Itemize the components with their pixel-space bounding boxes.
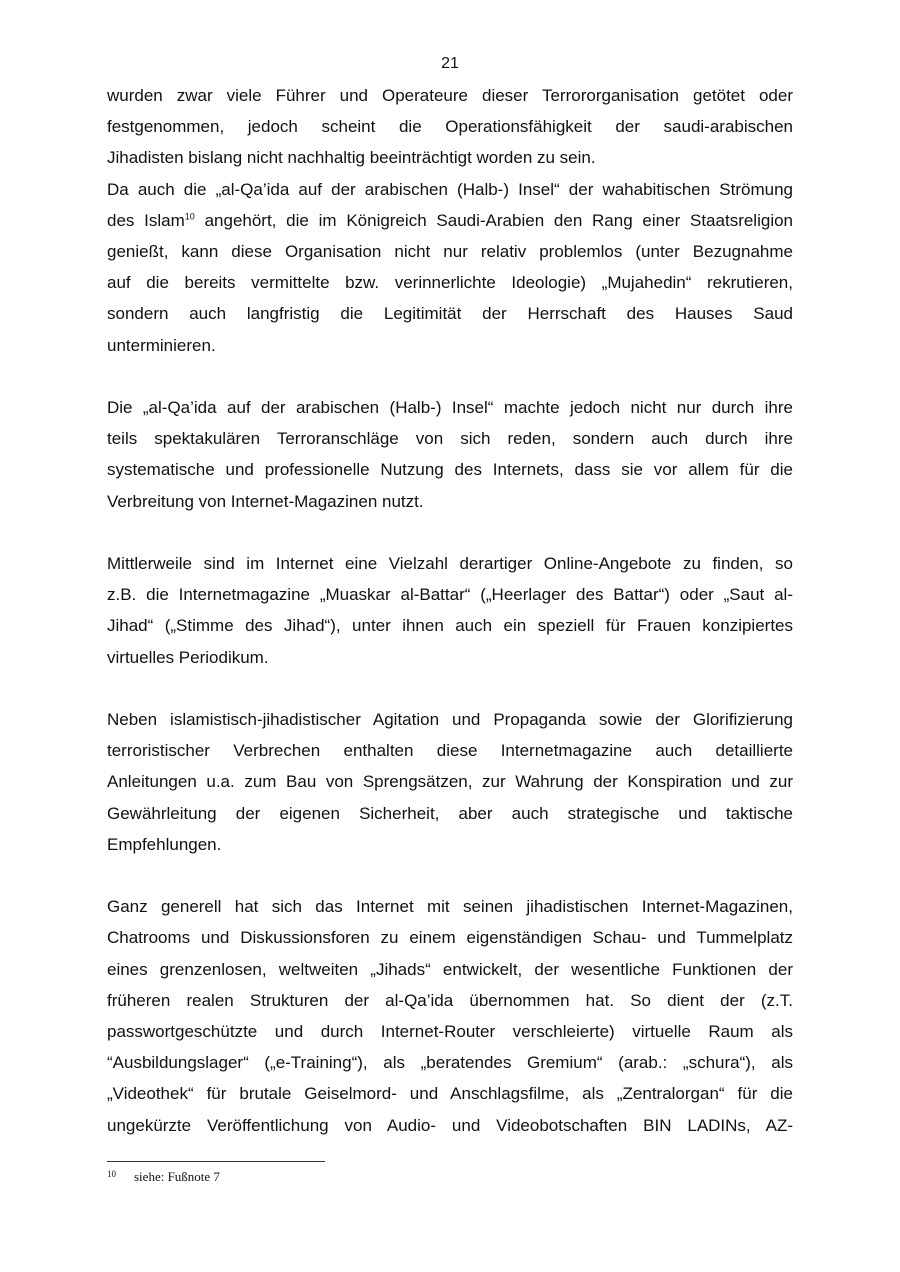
paragraph-2 — [107, 174, 793, 361]
paragraph-6 — [107, 891, 793, 1141]
text-line: auf die bereits vermittelte bzw. verinnerlichte Ideologie) „Mujahedin“ rekrutieren, — [107, 273, 793, 293]
text-line: systematische und professionelle Nutzung des Internets, dass sie vor allem für die — [107, 460, 793, 480]
text-line: Chatrooms und Diskussionsforen zu einem eigenständigen Schau- und Tummelplatz — [107, 928, 793, 948]
text-line: festgenommen, jedoch scheint die Operationsfähigkeit der saudi-arabischen — [107, 117, 793, 137]
text-line: Da auch die „al-Qa’ida auf der arabischen (Halb-) Insel“ der wahabitischen Strömung — [107, 179, 793, 199]
text-line-with-footnote — [107, 205, 793, 236]
text-line: passwortgeschützte und durch Internet-Router verschleierte) virtuelle Raum als — [107, 1022, 793, 1042]
text-line: Mittlerweile sind im Internet eine Vielzahl derartiger Online-Angebote zu finden, so — [107, 554, 793, 574]
text-line: Empfehlungen. — [107, 834, 222, 854]
paragraph-1 — [107, 80, 793, 174]
text-line: sondern auch langfristig die Legitimität der Herrschaft des Hauses Saud — [107, 304, 793, 324]
text-line: virtuelles Periodikum. — [107, 647, 269, 667]
paragraph-4 — [107, 548, 793, 673]
text-line: Anleitungen u.a. zum Bau von Sprengsätzen, zur Wahrung der Konspiration und zur — [107, 772, 793, 792]
footnote-reference[interactable]: 10 — [184, 211, 195, 222]
paragraph-5 — [107, 704, 793, 860]
text-line: Gewährleitung der eigenen Sicherheit, aber auch strategische und taktische — [107, 803, 793, 823]
text-line: Ganz generell hat sich das Internet mit seinen jihadistischen Internet-Magazinen, — [107, 897, 793, 917]
page-number: 21 — [441, 55, 459, 72]
text-line: Die „al-Qa’ida auf der arabischen (Halb-) Insel“ machte jedoch nicht nur durch ihre — [107, 398, 793, 418]
paragraph-spacer — [107, 361, 793, 392]
text-line: eines grenzenlosen, weltweiten „Jihads“ entwickelt, der wesentliche Funktionen der — [107, 959, 793, 979]
text-line: unterminieren. — [107, 335, 216, 355]
text-line: „Videothek“ für brutale Geiselmord- und Anschlagsfilme, als „Zentralorgan“ für die — [107, 1084, 793, 1104]
text-line: Jihad“ („Stimme des Jihad“), unter ihnen auch ein speziell für Frauen konzipiertes — [107, 616, 793, 636]
footnote — [107, 1168, 793, 1186]
text-line: früheren realen Strukturen der al-Qa’ida übernommen hat. So dient der (z.T. — [107, 990, 793, 1010]
text-segment: angehört, die im Königreich Saudi-Arabien den Rang einer Staatsreligion — [194, 210, 794, 230]
paragraph-3 — [107, 392, 793, 517]
paragraph-spacer — [107, 517, 793, 548]
text-line: wurden zwar viele Führer und Operateure dieser Terrororganisation getötet oder — [107, 86, 793, 105]
paragraph-spacer — [107, 860, 793, 891]
text-line: z.B. die Internetmagazine „Muaskar al-Battar“ („Heerlager des Battar“) oder „Saut al- — [107, 585, 793, 605]
text-segment: des Islam — [107, 210, 185, 230]
text-line: Jihadisten bislang nicht nachhaltig beeinträchtigt worden zu sein. — [107, 148, 596, 168]
paragraph-spacer — [107, 673, 793, 704]
text-line: terroristischer Verbrechen enthalten diese Internetmagazine auch detaillierte — [107, 741, 793, 761]
footnote-separator — [107, 1161, 325, 1162]
text-line: ungekürzte Veröffentlichung von Audio- und Videobotschaften BIN LADINs, AZ- — [107, 1115, 793, 1135]
text-line: teils spektakulären Terroranschläge von sich reden, sondern auch durch ihre — [107, 429, 793, 449]
text-line: Verbreitung von Internet-Magazinen nutzt. — [107, 491, 424, 511]
text-line: Neben islamistisch-jihadistischer Agitation und Propaganda sowie der Glorifizierung — [107, 710, 793, 730]
text-line: “Ausbildungslager“ („e-Training“), als „beratendes Gremium“ (arab.: „schura“), als — [107, 1053, 793, 1073]
footnote-number: 10 — [107, 1169, 116, 1179]
body-text — [107, 80, 793, 1141]
footnote-text: siehe: Fußnote 7 — [134, 1169, 220, 1184]
text-line: genießt, kann diese Organisation nicht nur relativ problemlos (unter Bezugnahme — [107, 242, 793, 262]
